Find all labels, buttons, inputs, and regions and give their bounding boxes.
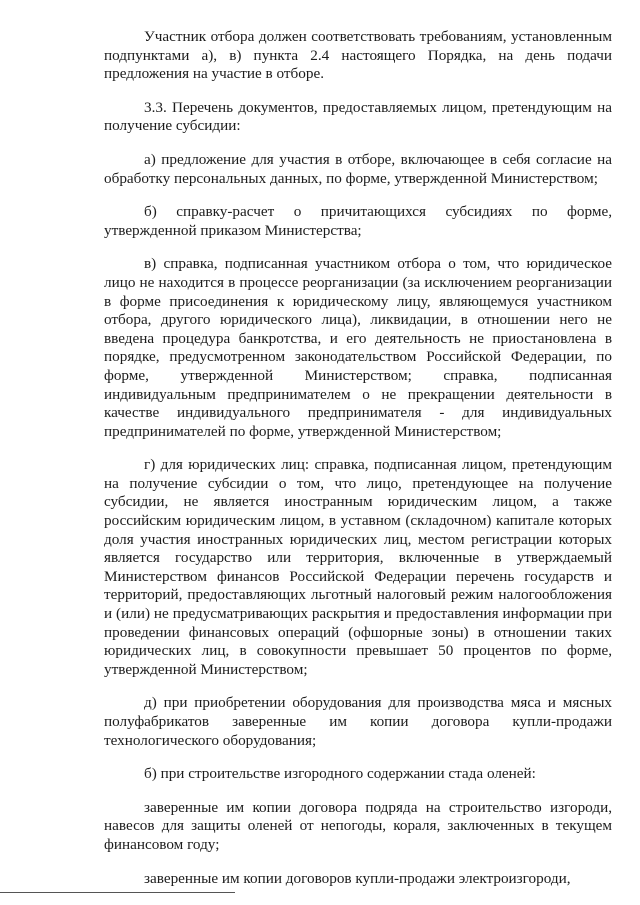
paragraph-3-3-heading: 3.3. Перечень документов, предоставляемых лицом, претендующим на получение субсидии: [104,98,612,135]
paragraph-item-b2: б) при строительстве изгородного содержании стада оленей: [144,765,536,783]
footnote-divider [0,892,235,893]
paragraph-participant-requirements: Участник отбора должен соответствовать требованиям, установленным подпунктами а), в) пункта 2.4 настоящего Порядка, на день подачи предложения на участие в отборе. [104,28,612,83]
paragraph-item-d: д) при приобретении оборудования для производства мяса и мясных полуфабрикатов заверенные им копии договора купли-продажи технологического оборудования; [104,694,612,749]
paragraph-item-b: б) справку-расчет о причитающихся субсидиях по форме, утвержденной приказом Министерства; [104,203,612,239]
paragraph-item-g: г) для юридических лиц: справка, подписанная лицом, претендующим на получение субсидии о том, что лицо, претендующее на получение субсидии, не является иностранным юридическим лицом, а также российским юридическим лицом, в уставном (складочном) капитале которых доля участия иностранных юридических лиц, местом регистрации которых является государство или территория, включенные в утверждаемый Министерством финансов Российской Федерации перечень государств и территорий, предоставляющих льготный налоговый режим налогообложения и (или) не предусматривающих раскрытия и предоставления информации при проведении финансовых операций (офшорные зоны) в отношении таких юридических лиц, в совокупности превышает 50 процентов по форме, утвержденной Министерством; [104,456,612,678]
paragraph-electric-fence: заверенные им копии договоров купли-продажи электроизгороди, [144,869,571,887]
paragraph-fence-contract: заверенные им копии договора подряда на строительство изгороди, навесов для защиты оленей от непогоды, кораля, заключенных в текущем финансовом году; [104,798,612,853]
paragraph-item-v: в) справка, подписанная участником отбора о том, что юридическое лицо не находится в процессе реорганизации (за исключением реорганизации в форме присоединения к юридическому лицу, являющемуся участником отбора, другого юридического лица), ликвидации, в отношении него не введена процедура банкротства, и его деятельность не приостановлена в порядке, предусмотренном законодательством Российской Федерации, по форме, утвержденной Министерством; справка, подписанная индивидуальным предпринимателем о не прекращении деятельности в качестве индивидуального предпринимателя - для индивидуальных предпринимателей по форме, утвержденной Министерством; [104,255,612,440]
paragraph-item-a: а) предложение для участия в отборе, включающее в себя согласие на обработку персональных данных, по форме, утвержденной Министерством; [104,150,612,187]
